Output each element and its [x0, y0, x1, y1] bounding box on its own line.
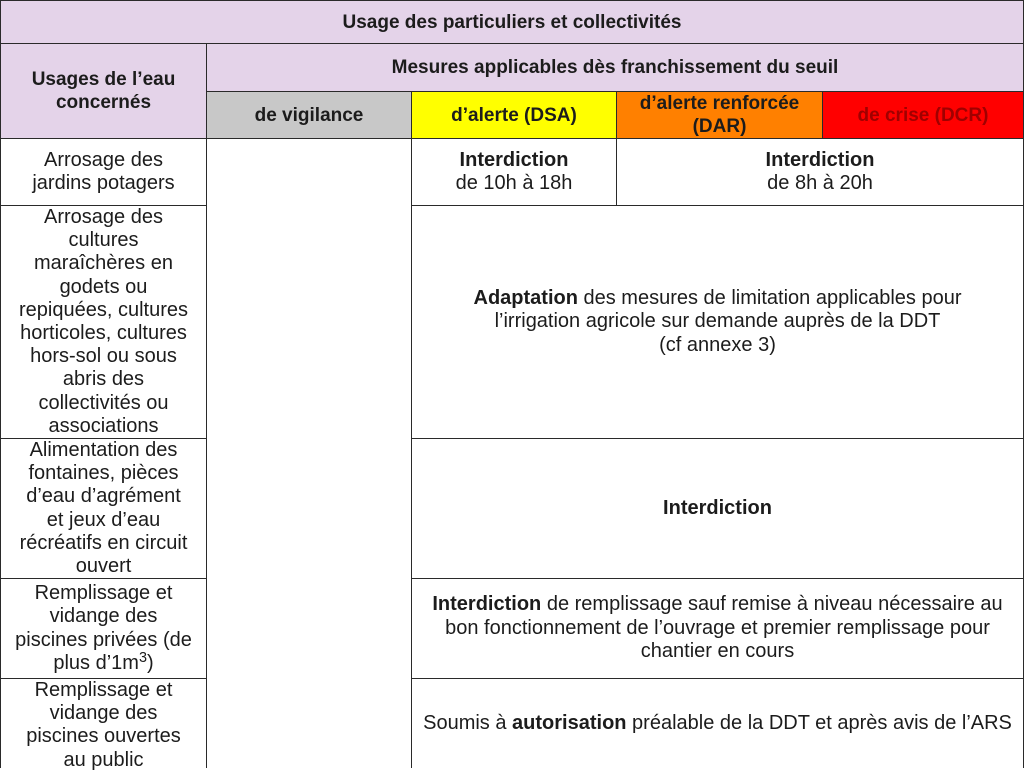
usage-label: Arrosage des jardins potagers [32, 148, 175, 194]
usage-label: Remplissage et vidange des piscines ouvertes au public [26, 679, 181, 771]
measure-detail: préalable de la DDT et après avis de l’ARS [626, 711, 1012, 734]
usage-label-end: ) [146, 651, 154, 674]
threshold-crise-label: de crise (DCR) [857, 104, 989, 126]
threshold-alerte-label: d’alerte (DSA) [451, 104, 577, 126]
usages-header [0, 43, 207, 139]
measure-bold: Interdiction [663, 496, 772, 519]
measure-cell-piscines-privees [411, 578, 1024, 679]
measure-detail: de 10h à 18h [455, 172, 573, 194]
measure-text [474, 287, 962, 358]
measure-detail: des mesures de limitation applicables pour l’irrigation agricole sur demande auprès de la DDT (cf annexe 3) [494, 286, 962, 356]
usage-cell-piscines-privees [0, 578, 207, 679]
usage-text [15, 582, 192, 675]
measure-bold: Interdiction [432, 593, 542, 616]
usage-cell-piscines-publiques [0, 678, 207, 771]
measure-detail: de 8h à 20h [767, 172, 873, 194]
measure-text [766, 149, 875, 195]
threshold-crise [822, 91, 1024, 139]
usage-cell-cultures [0, 205, 207, 439]
measure-bold: Interdiction [459, 149, 569, 171]
measure-before: Soumis à [423, 711, 513, 734]
measure-cell-fontaines [411, 438, 1024, 579]
measure-bold: autorisation [512, 711, 627, 734]
measure-text [423, 712, 1012, 736]
measure-cell-piscines-publiques [411, 678, 1024, 768]
mesures-header [206, 43, 1024, 92]
threshold-alerte-renforcee-label: d’alerte renforcée (DAR) [639, 93, 800, 137]
threshold-alerte-renforcee [616, 91, 823, 139]
usage-cell-jardins-potagers [0, 138, 207, 206]
measure-detail: de remplissage sauf remise à niveau nécessaire au bon fonctionnement de l’ouvrage et premier remplissage pour chantier en cours [445, 593, 1003, 663]
measure-cell-alerte [411, 138, 617, 206]
measure-cell-cultures [411, 205, 1024, 439]
usage-label: Alimentation des fontaines, pièces d’eau d’agrément et jeux d’eau récréatifs en circuit ouvert [19, 438, 188, 577]
usages-header-text: Usages de l’eau concernés [31, 69, 176, 113]
usage-superscript: 3 [138, 649, 147, 666]
table-title [0, 0, 1024, 44]
threshold-vigilance [206, 91, 412, 139]
vigilance-empty-cell [206, 138, 412, 768]
usage-label: Remplissage et vidange des piscines privées (de plus d’1m [15, 582, 192, 674]
table-title-text: Usage des particuliers et collectivités [342, 11, 682, 33]
measure-cell-alerte-renforcee-crise [616, 138, 1024, 206]
measure-text [456, 149, 573, 195]
threshold-alerte [411, 91, 617, 139]
usage-cell-fontaines [0, 438, 207, 579]
usage-label: Arrosage des cultures maraîchères en godets ou repiquées, cultures horticoles, cultures hors-sol ou sous abris des collectivités ou associations [19, 205, 188, 437]
measure-text [432, 593, 1002, 664]
measure-bold: Interdiction [765, 149, 875, 171]
mesures-header-text: Mesures applicables dès franchissement du seuil [391, 57, 839, 78]
measure-bold: Adaptation [473, 286, 578, 309]
threshold-vigilance-label: de vigilance [254, 104, 364, 126]
